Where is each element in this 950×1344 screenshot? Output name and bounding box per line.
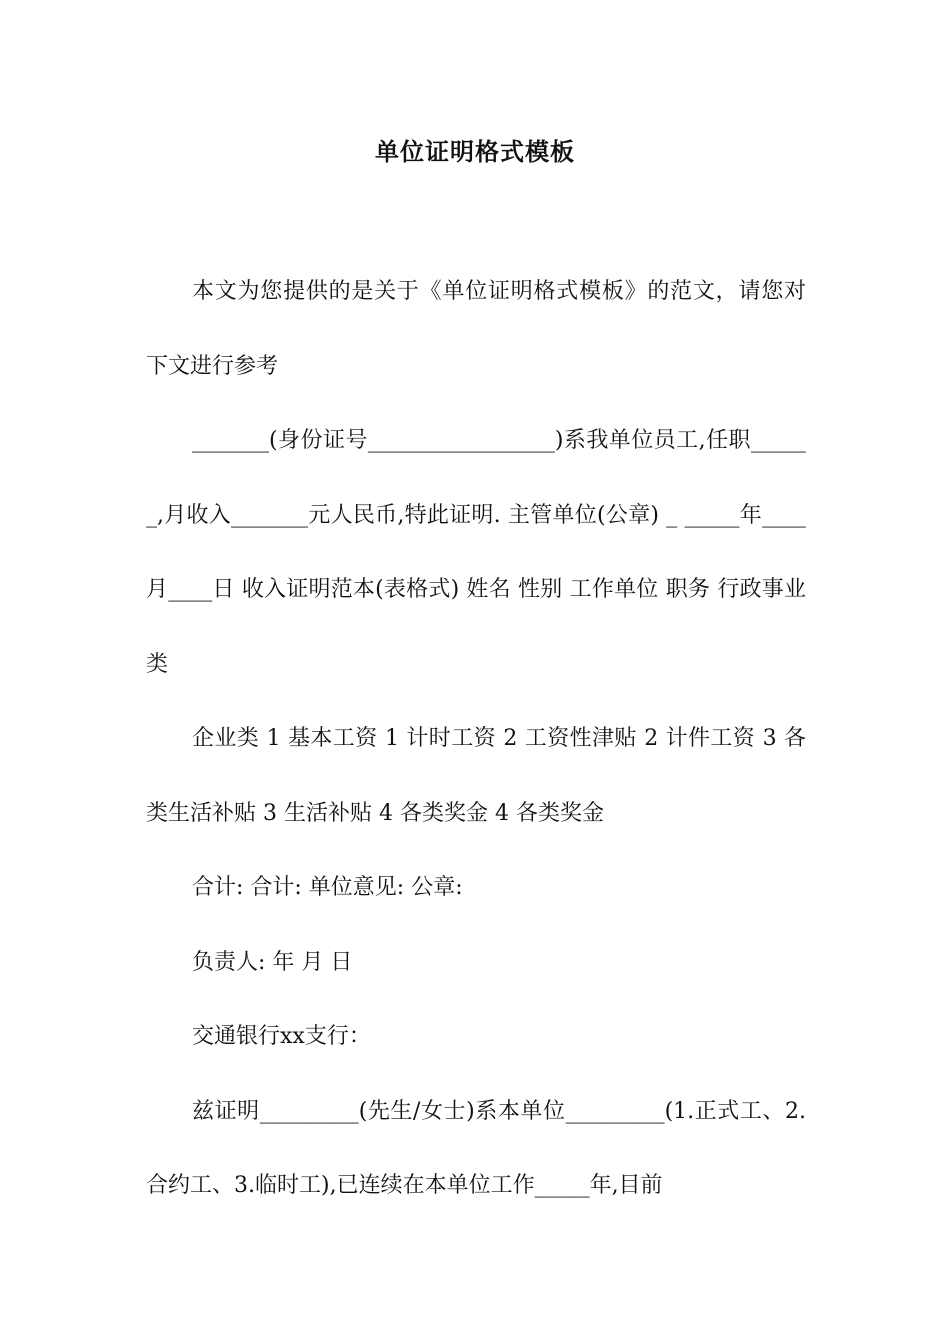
bank-addressee-paragraph: 交通银行xx支行： bbox=[192, 1024, 371, 1049]
intro-paragraph: 本文为您提供的是关于《单位证明格式模板》的范文，请您对下文进行参考 bbox=[146, 279, 806, 379]
employment-certificate-paragraph: _______(身份证号_________________)系我单位员工,任职______,月收入_______元人民币,特此证明. 主管单位(公章) _ _____年____月____日 收入证明范本(表格式) 姓名 性别 工作单位 职务 行政事业类 bbox=[146, 428, 806, 677]
document-title: 单位证明格式模板 bbox=[375, 137, 575, 166]
proof-statement-paragraph: 兹证明_________(先生/女士)系本单位_________(1.正式工、2.合约工、3.临时工),已连续在本单位工作_____年,目前 bbox=[146, 1098, 806, 1198]
responsible-person-paragraph: 负责人: 年 月 日 bbox=[192, 949, 353, 975]
total-opinion-paragraph: 合计: 合计: 单位意见: 公章: bbox=[192, 875, 463, 900]
document-body bbox=[146, 255, 806, 1224]
salary-items-paragraph: 企业类 1 基本工资 1 计时工资 2 工资性津贴 2 计件工资 3 各类生活补贴 3 生活补贴 4 各类奖金 4 各类奖金 bbox=[146, 726, 806, 826]
